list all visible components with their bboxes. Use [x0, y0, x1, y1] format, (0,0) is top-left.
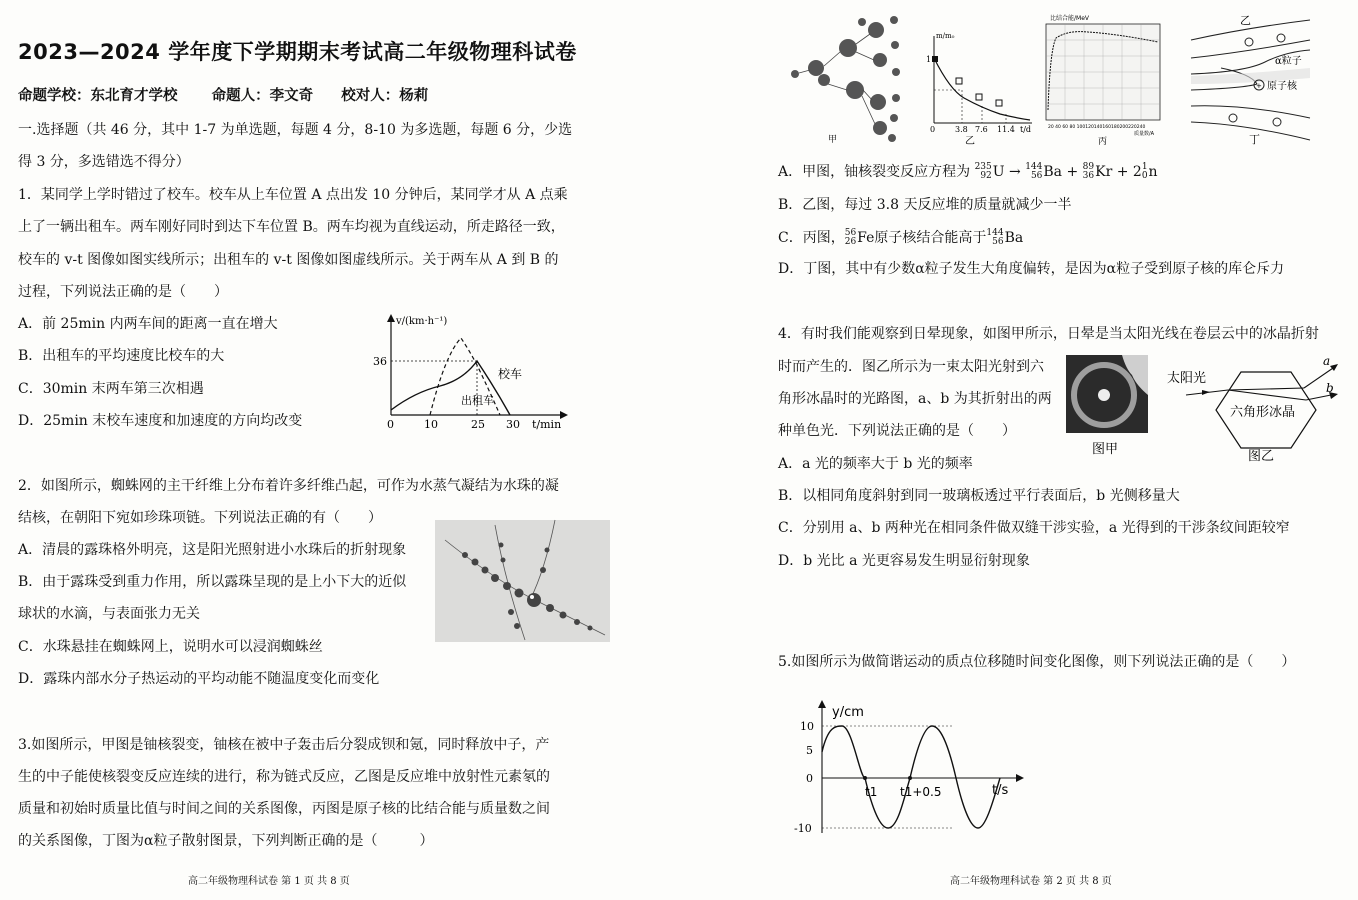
q1-graph-xunit: t/min: [532, 418, 562, 431]
q4-option-a: A．a 光的频率大于 b 光的频率: [778, 456, 973, 472]
school-name: 东北育才学校: [90, 88, 178, 104]
q5-t1-label: t1: [865, 785, 878, 799]
q5-y10: 10: [800, 720, 814, 733]
q3-option-b: B．乙图，每过 3.8 天反应堆的质量就减少一半: [778, 197, 1072, 213]
q5-yneg10: -10: [794, 822, 812, 835]
q4-option-c: C．分别用 a、b 两种光在相同条件做双缝干涉实验，a 光得到的干涉条纹间距较窄: [778, 520, 1290, 536]
fig-ding-yi: 乙: [1240, 14, 1251, 27]
binding-energy-figure: [1038, 10, 1168, 148]
q3-line: 3.如图所示，甲图是铀核裂变，铀核在被中子轰击后分裂成钡和氪，同时释放中子，产: [18, 737, 550, 753]
q5-xunit: t/s: [992, 783, 1009, 798]
fig-yi-t3: 11.4: [997, 125, 1015, 134]
q2-option-a: A．清晨的露珠格外明亮，这是阳光照射进小水珠后的折射现象: [18, 542, 407, 558]
q2-line: 2．如图所示，蜘蛛网的主干纤维上分布着许多纤维凸起，可作为水蒸气凝结为水珠的凝: [18, 478, 559, 494]
q1-graph-ylabel: v/(km·h⁻¹): [396, 316, 448, 327]
fig-ding-alpha: α粒子: [1275, 56, 1302, 67]
q4-ray-b-label: b: [1326, 381, 1334, 395]
q4-fig-yi-label: 图乙: [1248, 449, 1275, 464]
q2-option-b: B．由于露珠受到重力作用，所以露珠呈现的是上小下大的近似: [18, 574, 407, 590]
svg-text:+: +: [1256, 82, 1262, 90]
radon-decay-figure: [920, 28, 1040, 148]
q2-option-b-cont: 球状的水滴，与表面张力无关: [18, 606, 200, 622]
fig-ding-nucleus: 原子核: [1267, 81, 1297, 92]
q5-y5: 5: [806, 744, 813, 757]
q1-line: 上了一辆出租车。两车刚好同时到达下车位置 B。两车均视为直线运动，所走路径一致，: [18, 219, 565, 235]
q1-option-a: A．前 25min 内两车间的距离一直在增大: [18, 316, 278, 332]
fig-ding-label: 丁: [1249, 133, 1260, 146]
author-name: 李文奇: [269, 88, 314, 104]
q1-option-c: C．30min 末两车第三次相遇: [18, 381, 204, 397]
q5-line: 5.如图所示为做简谐运动的质点位移随时间变化图像，则下列说法正确的是（ ）: [778, 654, 1296, 670]
q4-side-line: 时而产生的．图乙所示为一束太阳光射到六: [778, 359, 1044, 375]
q1-graph-bus-label: 校车: [498, 367, 523, 381]
q1-vt-graph: [365, 310, 575, 435]
q3-line: 的关系图像，丁图为α粒子散射图景，下列判断正确的是（ ）: [18, 833, 434, 849]
q3-option-d: D．丁图，其中有少数α粒子发生大角度偏转，是因为α粒子受到原子核的库仑斥力: [778, 261, 1285, 277]
fig-bing-xticks: 20 40 60 80 100120140160180200220240: [1048, 125, 1146, 130]
q1-option-d: D．25min 末校车速度和加速度的方向均改变: [18, 413, 303, 429]
q3-option-a-text: A．甲图，铀核裂变反应方程为: [778, 164, 971, 180]
author-label: 命题人：: [211, 88, 270, 104]
q3-option-c-mid: Fe原子核结合能高于: [857, 230, 987, 246]
q4-ray-a-label: a: [1323, 354, 1331, 368]
halo-photo: [1066, 355, 1148, 457]
section-instructions-line1: 一.选择题（共 46 分，其中 1-7 为单选题，每题 4 分，8-10 为多选题，每题 6 分，少选: [18, 122, 573, 138]
left-page-footer: 高二年级物理科试卷 第 1 页 共 8 页: [188, 876, 350, 887]
spider-web-photo: [435, 520, 610, 642]
q3-line: 质量和初始时质量比值与时间之间的关系图像，丙图是原子核的比结合能与质量数之间: [18, 801, 550, 817]
q4-sunlight-label: 太阳光: [1167, 371, 1207, 386]
q4-fig-jia-label: 图甲: [1092, 442, 1119, 457]
exam-title: 2023—2024 学年度下学期期末考试高二年级物理科试卷: [18, 40, 577, 64]
section-instructions-line2: 得 3 分，多选错选不得分）: [18, 154, 190, 170]
school-label: 命题学校：: [18, 88, 91, 104]
q5-ylabel: y/cm: [832, 705, 864, 720]
q4-option-d: D．b 光比 a 光更容易发生明显衍射现象: [778, 553, 1030, 569]
checker-label: 校对人：: [341, 88, 400, 104]
fig-yi-t1: 3.8: [955, 125, 968, 134]
q5-shm-graph: [792, 698, 1032, 843]
fig-bing-title: 比结合能/MeV: [1050, 15, 1089, 22]
ice-crystal-diagram: [1166, 350, 1346, 462]
fig-yi-t0: 0: [930, 125, 936, 134]
q3-option-c-prefix: C．丙图，: [778, 230, 845, 246]
alpha-scattering-figure: [1185, 12, 1325, 147]
q1-graph-x30: 30: [506, 418, 520, 431]
right-page-footer: 高二年级物理科试卷 第 2 页 共 8 页: [950, 876, 1112, 887]
fig-yi-y1: 1: [926, 55, 932, 64]
q2-option-d: D．露珠内部水分子热运动的平均动能不随温度变化而变化: [18, 671, 380, 687]
q3-option-c: C．丙图，56 26Fe原子核结合能高于144 56Ba: [778, 228, 1024, 247]
checker-name: 杨莉: [399, 88, 429, 104]
q3-option-c-suffix: Ba: [1004, 230, 1024, 246]
q1-graph-x0: 0: [387, 418, 394, 431]
q1-line: 校车的 v-t 图像如图实线所示；出租车的 v-t 图像如图虚线所示。关于两车从 A 到 B 的: [18, 252, 559, 268]
fig-bing-label: 丙: [1098, 137, 1108, 147]
fig-jia-label: 甲: [828, 135, 838, 145]
q1-line: 1．某同学上学时错过了校车。校车从上车位置 A 点出发 10 分钟后，某同学才从 A 点乘: [18, 187, 568, 203]
q3-line: 生的中子能使核裂变反应连续的进行，称为链式反应，乙图是反应堆中放射性元素氡的: [18, 769, 550, 785]
q5-y0: 0: [806, 772, 813, 785]
q2-option-c: C．水珠悬挂在蜘蛛网上，说明水可以浸润蜘蛛丝: [18, 639, 323, 655]
q4-side-line: 角形冰晶时的光路图，a、b 为其折射出的两: [778, 391, 1052, 407]
fission-chain-figure: [780, 10, 910, 145]
fig-yi-ylabel: m/m₀: [936, 32, 955, 40]
q1-graph-taxi-label: 出租车: [461, 394, 494, 407]
fig-bing-xunit: 质量数/A: [1134, 131, 1155, 137]
right-page: [680, 0, 1358, 900]
q3-option-a: A．甲图，铀核裂变反应方程为 235 92U → 144 56Ba + 89 36Kr + 21 0n: [778, 162, 1158, 181]
q4-option-b: B．以相同角度斜射到同一玻璃板透过平行表面后，b 光侧移量大: [778, 488, 1180, 504]
q4-crystal-label: 六角形冰晶: [1230, 405, 1296, 420]
q1-graph-x10: 10: [424, 418, 438, 431]
fig-yi-label: 乙: [965, 136, 975, 147]
q4-side-line: 种单色光．下列说法正确的是（ ）: [778, 423, 1016, 439]
q5-t2-label: t1+0.5: [900, 785, 942, 799]
q1-line: 过程，下列说法正确的是（ ）: [18, 284, 228, 300]
fig-yi-tunit: t/d: [1020, 125, 1032, 134]
exam-meta: [18, 84, 428, 105]
fig-yi-t2: 7.6: [975, 125, 988, 134]
q4-line: 4．有时我们能观察到日晕现象，如图甲所示，日晕是当太阳光线在卷层云中的冰晶折射: [778, 326, 1319, 342]
q2-line: 结核，在朝阳下宛如珍珠项链。下列说法正确的有（ ）: [18, 510, 382, 526]
q1-graph-x25: 25: [471, 418, 485, 431]
q1-option-b: B．出租车的平均速度比校车的大: [18, 348, 225, 364]
left-page: [0, 0, 640, 900]
q1-graph-y36: 36: [373, 355, 387, 368]
